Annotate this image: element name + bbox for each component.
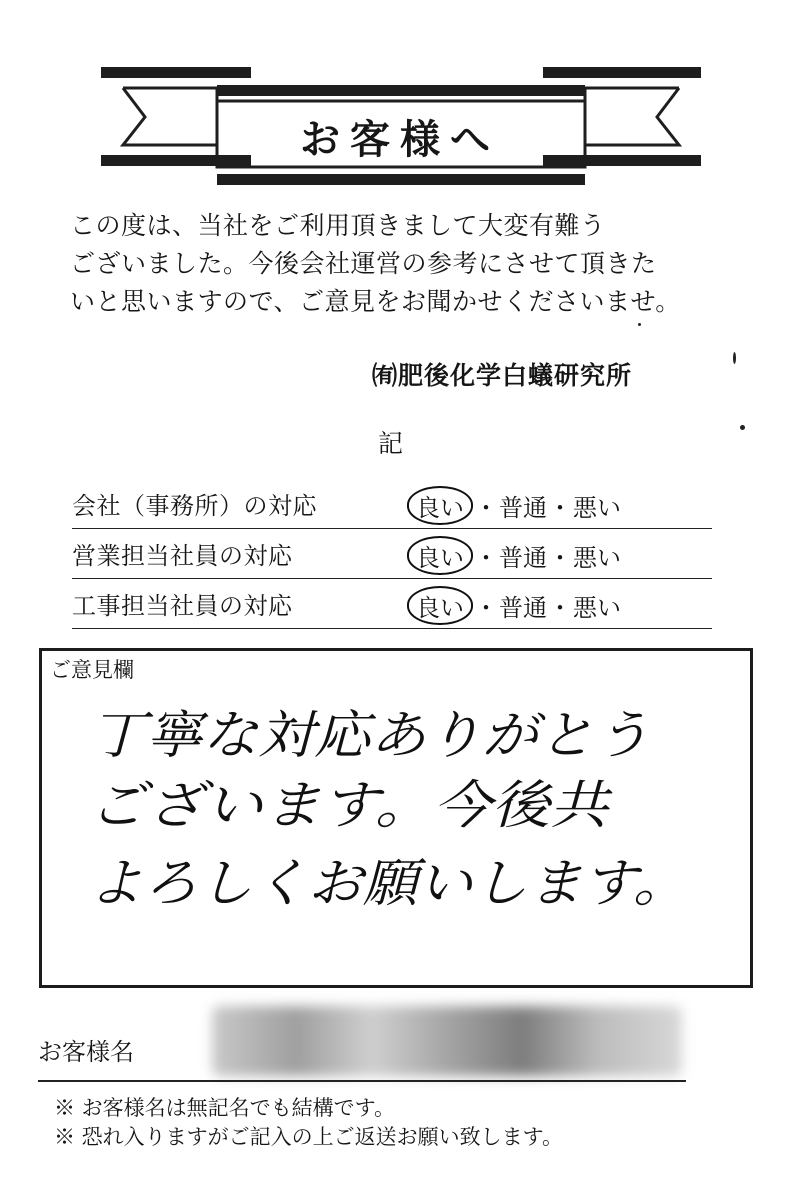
separator: ・ [474,494,498,522]
survey-question: 営業担当社員の対応 [72,542,293,570]
note-line: ※ お客様名は無記名でも結構です。 [54,1096,395,1120]
intro-line: ございました。今後会社運営の参考にさせて頂きた [70,249,657,278]
choice-bad[interactable]: 悪い [573,544,621,572]
handwritten-line: ございます。今後共 [88,776,614,836]
ki-heading: 記 [378,429,404,458]
survey-choices [416,586,621,625]
choice-good-selected[interactable]: 良い [407,486,473,525]
handwritten-line: よろしくお願いします。 [88,854,688,914]
survey-row-company [72,478,712,529]
company-name: ㈲肥後化学白蟻研究所 [372,361,633,390]
scan-speck [638,323,641,326]
survey-question: 工事担当社員の対応 [72,592,293,620]
opinion-box[interactable] [39,648,753,988]
choice-bad[interactable]: 悪い [573,494,621,522]
intro-line: いと思いますので、ご意見をお聞かせくださいませ。 [70,287,681,316]
customer-name-redacted [212,1006,682,1076]
separator: ・ [548,544,572,572]
intro-text [70,207,750,321]
notes [54,1094,563,1152]
survey-row-sales [72,528,712,579]
intro-line: この度は、当社をご利用頂きまして大変有難う [70,211,606,240]
scan-speck [740,425,745,430]
customer-name-line [38,1080,686,1082]
choice-normal[interactable]: 普通 [499,544,547,572]
note-line: ※ 恐れ入りますがご記入の上ご返送お願い致します。 [54,1125,563,1149]
choice-bad[interactable]: 悪い [573,594,621,622]
page-title: お客様へ [300,116,500,163]
survey-question: 会社（事務所）の対応 [72,492,317,520]
survey-row-construction [72,578,712,629]
opinion-label: ご意見欄 [50,658,134,682]
choice-good-selected[interactable]: 良い [407,586,473,625]
choice-normal[interactable]: 普通 [499,594,547,622]
choice-normal[interactable]: 普通 [499,494,547,522]
survey-choices [416,486,621,525]
separator: ・ [474,544,498,572]
choice-good-selected[interactable]: 良い [407,536,473,575]
customer-name-label: お客様名 [38,1038,134,1066]
handwritten-comment [42,651,750,985]
separator: ・ [548,494,572,522]
separator: ・ [548,594,572,622]
survey-choices [416,536,621,575]
scan-speck [733,352,736,364]
handwritten-line: 丁寧な対応ありがとう [90,706,650,766]
separator: ・ [474,594,498,622]
